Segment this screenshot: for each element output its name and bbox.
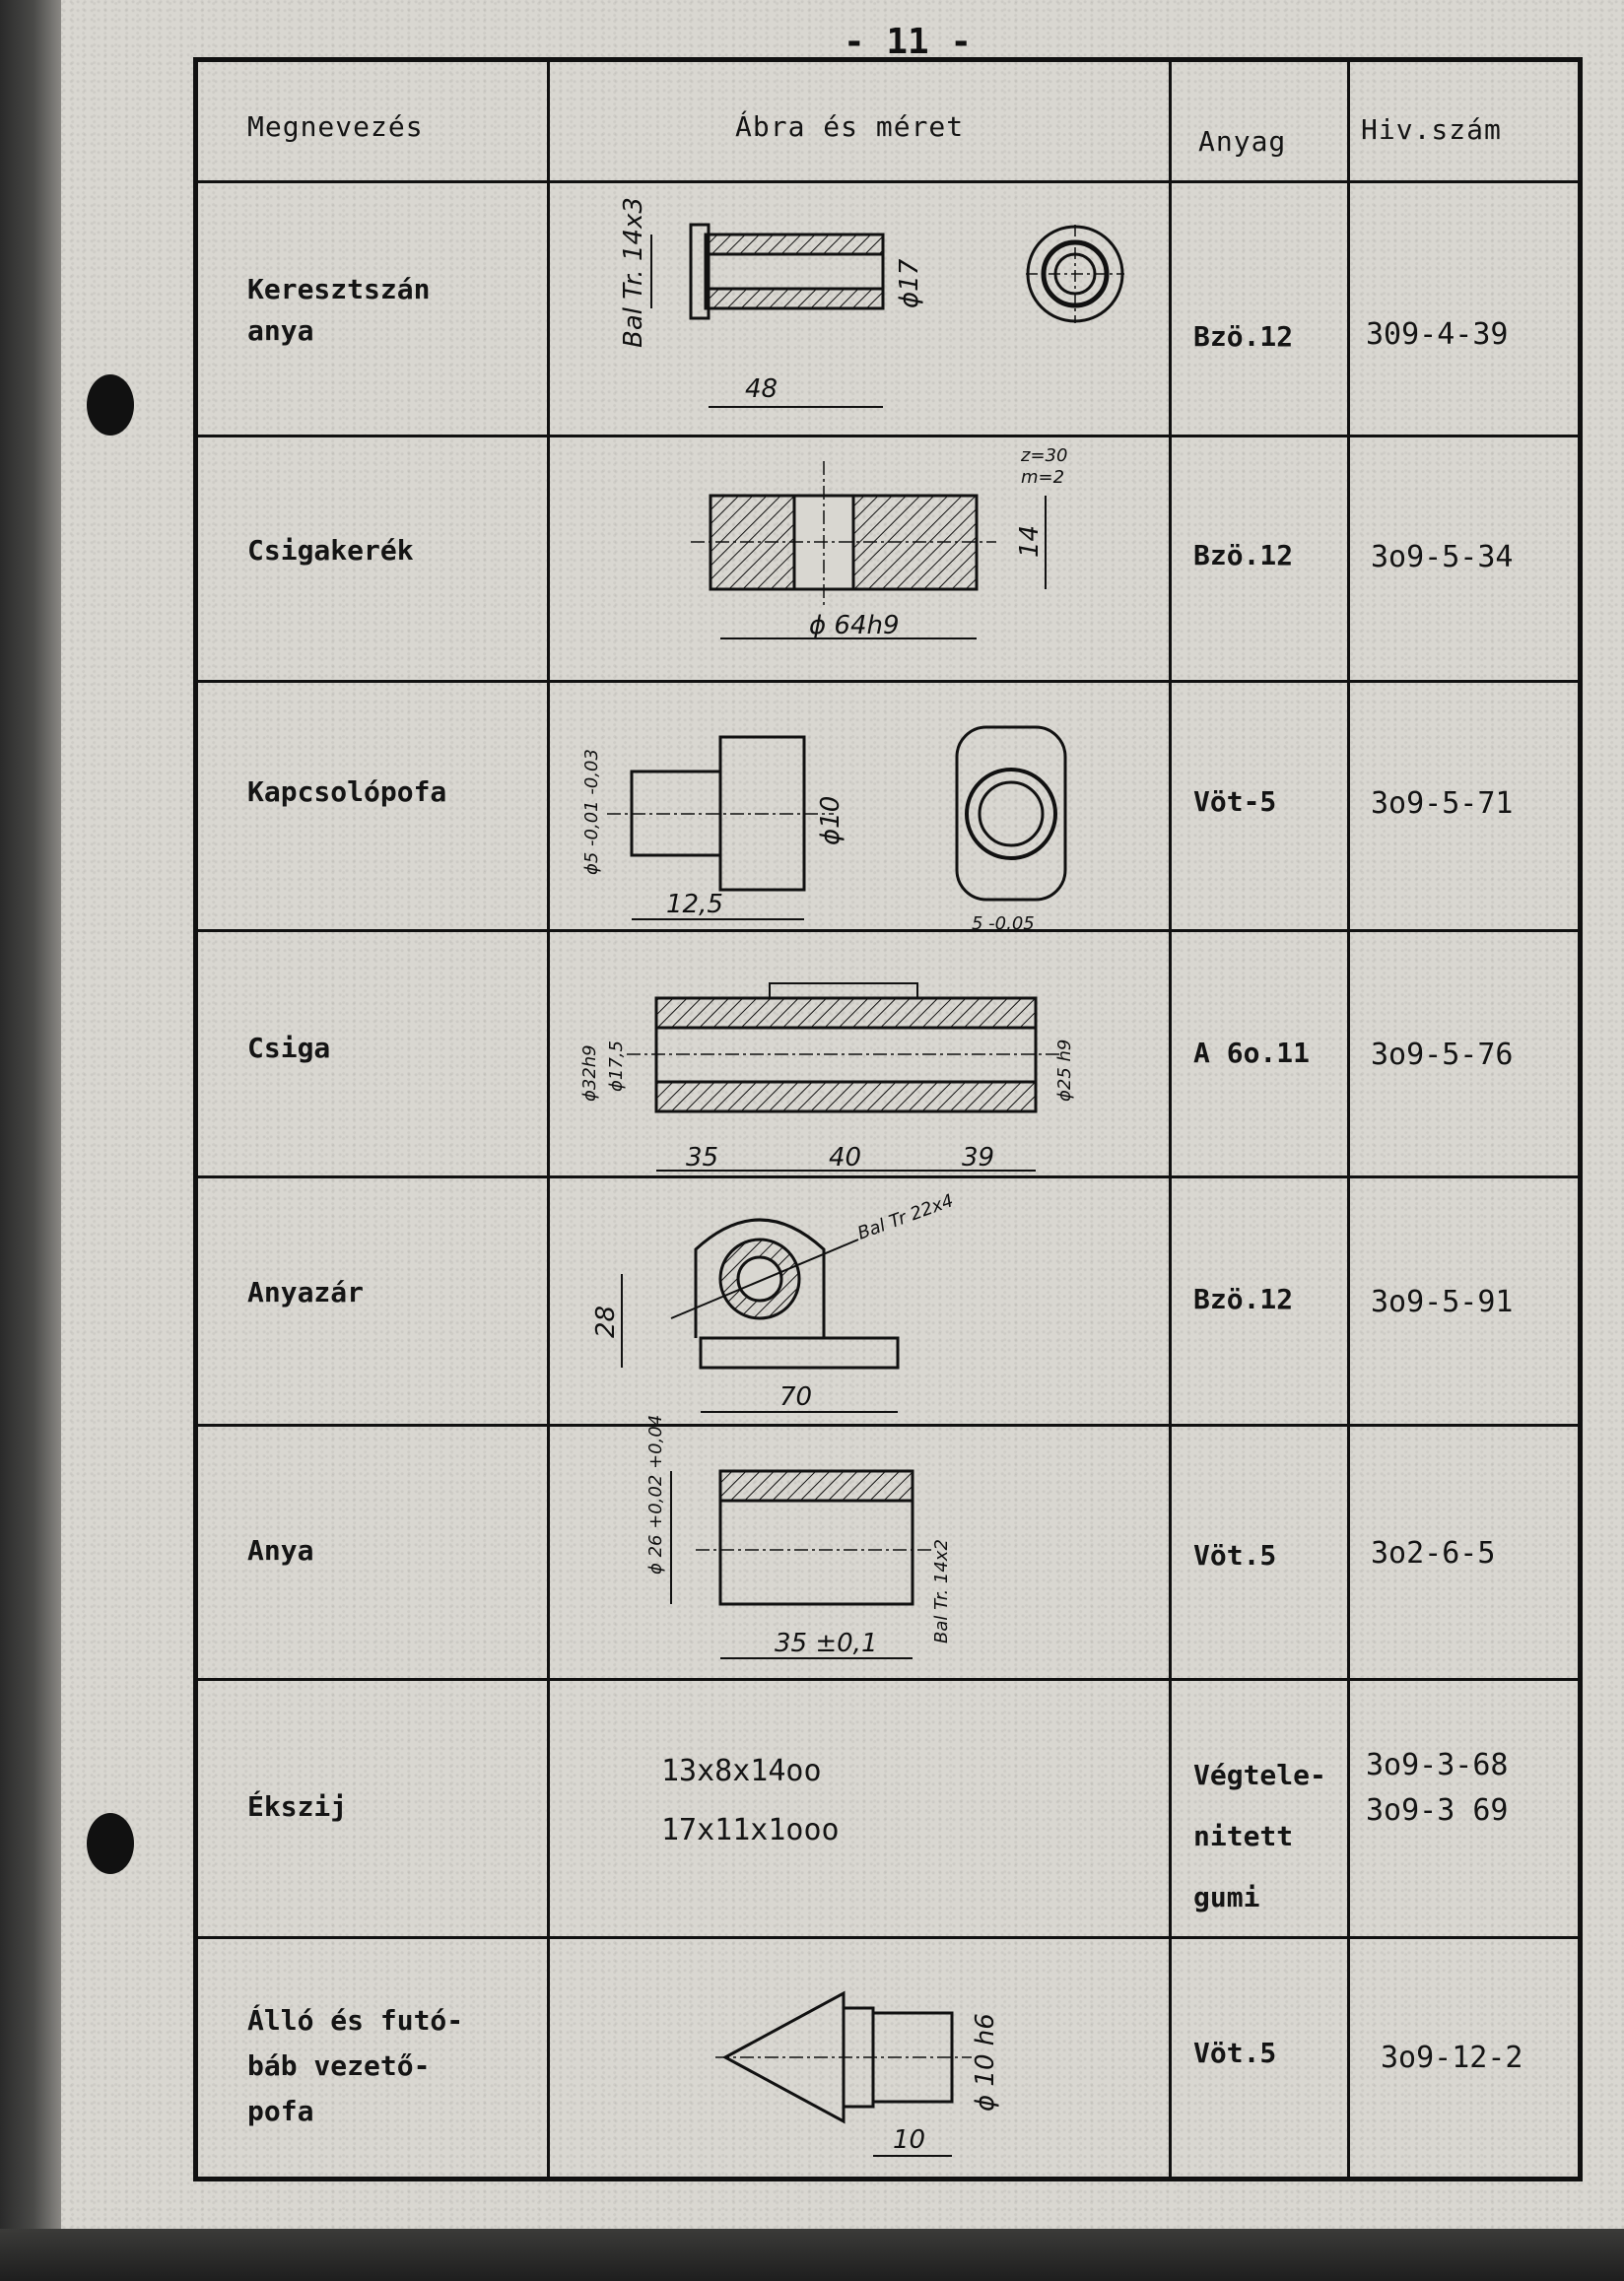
row-name: Anya	[247, 1534, 314, 1567]
scan-edge	[0, 2229, 1624, 2281]
drawing-csiga	[568, 964, 1139, 1190]
row-material: Vöt.5	[1193, 2037, 1277, 2069]
drawing-anyazar	[591, 1190, 1036, 1427]
row-ref: 3o9-5-34	[1371, 540, 1514, 574]
dim-module: m=2	[1021, 467, 1065, 488]
page-number: - 11 -	[844, 22, 973, 62]
drawing-vezetopofa	[715, 1949, 1090, 2176]
dim-thread: Bal Tr. 14x3	[619, 197, 648, 348]
dim-inner: ϕ17,5	[606, 1040, 627, 1092]
dim-height: 28	[591, 1305, 621, 1338]
dim-pin-diameter: ϕ5 -0,01 -0,03	[581, 749, 602, 875]
row-name: Csigakerék	[247, 534, 414, 567]
row-ref: 3o9-3-68 3o9-3 69	[1366, 1748, 1509, 1828]
dim-length: 48	[745, 374, 778, 404]
row-ref: 309-4-39	[1366, 317, 1509, 352]
punch-hole	[87, 1813, 134, 1874]
punch-hole	[87, 374, 134, 436]
dim-diameter: ϕ10	[816, 795, 846, 845]
dim-thread: Bal Tr. 14x2	[931, 1539, 952, 1644]
dim-l1: 35	[686, 1143, 719, 1173]
row-material: A 6o.11	[1193, 1037, 1311, 1069]
drawing-anya	[627, 1414, 1041, 1673]
row-material: Bzö.12	[1193, 320, 1294, 353]
belt-sizes	[661, 1742, 840, 1860]
dim-l3: 39	[962, 1143, 995, 1173]
header-name: Megnevezés	[247, 110, 424, 143]
row-name: Keresztszán anya	[247, 273, 431, 347]
row-material: Végtele- nitett gumi	[1193, 1759, 1326, 1913]
row-name: Ékszij	[247, 1790, 348, 1823]
row-name: Anyazár	[247, 1276, 365, 1308]
row-material: Bzö.12	[1193, 539, 1294, 571]
row-ref: 3o9-5-71	[1371, 786, 1514, 821]
dim-outer: ϕ32h9	[579, 1044, 600, 1102]
dim-teeth: z=30	[1021, 445, 1068, 466]
row-ref: 3o2-6-5	[1371, 1536, 1496, 1571]
header-ref: Hiv.szám	[1361, 113, 1502, 146]
dim-length: 35 ±0,1	[775, 1629, 878, 1658]
dim-diameter: ϕ17	[895, 258, 924, 308]
row-material: Bzö.12	[1193, 1283, 1294, 1315]
row-name: Álló és futó- báb vezető- pofa	[247, 2004, 464, 2127]
row-ref: 3o9-5-76	[1371, 1038, 1514, 1072]
dim-width: 14	[1015, 524, 1045, 558]
parts-table	[193, 57, 1583, 2181]
drawing-keresztszan-anya	[612, 197, 1144, 417]
header-material: Anyag	[1198, 125, 1287, 158]
row-name: Kapcsolópofa	[247, 775, 447, 808]
dim-thread: Bal Tr 22x4	[854, 1190, 957, 1244]
row-name: Csiga	[247, 1032, 331, 1064]
row-ref: 3o9-5-91	[1371, 1285, 1514, 1319]
drawing-kapcsolopofa	[577, 707, 1129, 944]
row-material: Vöt-5	[1193, 785, 1277, 818]
belt-size: 13x8x14oo	[661, 1754, 822, 1788]
dim-end: ϕ25 h9	[1054, 1039, 1075, 1102]
row-ref: 3o9-12-2	[1381, 2041, 1523, 2075]
dim-slot: 5 -0,05	[972, 913, 1035, 934]
dim-diameter: ϕ 26 +0,02 +0,04	[645, 1414, 666, 1575]
row-material: Vöt.5	[1193, 1539, 1277, 1572]
drawing-csigakerek	[681, 441, 1095, 668]
dim-diameter: ϕ 64h9	[809, 611, 900, 640]
binding-spine	[0, 0, 61, 2281]
dim-width: 70	[779, 1382, 813, 1412]
header-drawing: Ábra és méret	[735, 110, 965, 143]
dim-length: 10	[893, 2125, 926, 2155]
belt-size: 17x11x1ooo	[661, 1813, 840, 1847]
dim-length: 12,5	[666, 890, 723, 919]
dim-l2: 40	[829, 1143, 862, 1173]
dim-diameter: ϕ 10 h6	[971, 2013, 1000, 2112]
